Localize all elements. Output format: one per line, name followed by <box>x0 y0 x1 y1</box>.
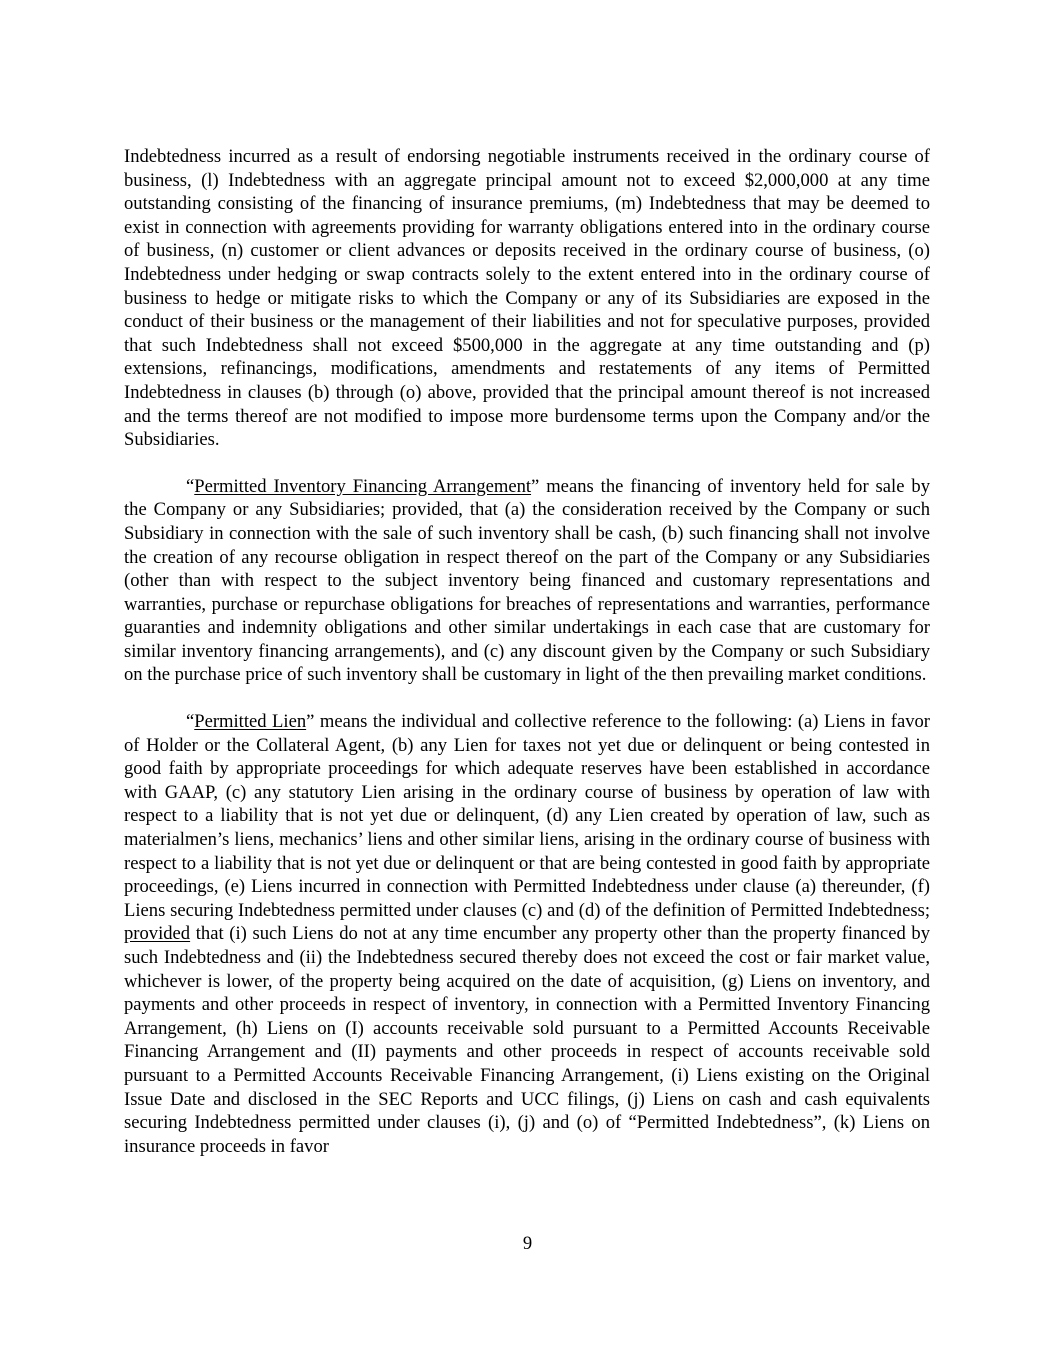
open-quote: “ <box>186 475 195 497</box>
paragraph-permitted-inventory-financing <box>124 475 930 687</box>
document-page <box>124 145 930 1181</box>
paragraph-text: Indebtedness incurred as a result of endorsing negotiable instruments received in the ordinary course of business, (l) Indebtedness with an aggregate principal amount not to exceed $2,000,000 at any time outstanding consisting of the financing of insurance premiums, (m) Indebtedness that may be deemed to exist in connection with agreements providing for warranty obligations entered into in the ordinary course of business, (n) customer or client advances or deposits received in the ordinary course of business, (o) Indebtedness under hedging or swap contracts solely to the extent entered into in the ordinary course of business to hedge or mitigate risks to which the Company or any of its Subsidiaries are exposed in the conduct of their business or the management of their liabilities and not for speculative purposes, provided that such Indebtedness shall not exceed $500,000 in the aggregate at any time outstanding and (p) extensions, refinancings, modifications, amendments and restatements of any items of Permitted Indebtedness in clauses (b) through (o) above, provided that the principal amount thereof is not increased and the terms thereof are not modified to impose more burdensome terms upon the Company and/or the Subsidiaries. <box>124 146 930 451</box>
paragraph-text: ” means the financing of inventory held for sale by the Company or any Subsidiaries; provided, that (a) the consideration received by the Company or such Subsidiary in connection with the sale of such inventory shall be cash, (b) such financing shall not involve the creation of any recourse obligation in respect thereof on the part of the Company or any Subsidiaries (other than with respect to the subject inventory being financed and customary representations and warranties, purchase or repurchase obligations for breaches of representations and warranties, performance guaranties and indemnity obligations and other similar undertakings in each case that are customary for similar inventory financing arrangements), and (c) any discount given by the Company or such Subsidiary on the purchase price of such inventory shall be customary in light of the then prevailing market conditions. <box>124 475 930 686</box>
provided-underlined: provided <box>124 923 191 945</box>
paragraph-text-before: ” means the individual and collective reference to the following: (a) Liens in favor of Holder or the Collateral Agent, (b) any Lien for taxes not yet due or delinquent or being contested in good faith by appropriate proceedings for which adequate reserves have been established in accordance with GAAP, (c) any statutory Lien arising in the ordinary course of business by operation of law with respect to a liability that is not yet due or delinquent, (d) any Lien created by operation of law, such as materialmen’s liens, mechanics’ liens and other similar liens, arising in the ordinary course of business with respect to a liability that is not yet due or delinquent or that are being contested in good faith by appropriate proceedings, (e) Liens incurred in connection with Permitted Indebtedness under clause (a) thereunder, (f) Liens securing Indebtedness permitted under clauses (c) and (d) of the definition of Permitted Indebtedness; <box>124 711 930 921</box>
defined-term-permitted-inventory-financing-arrangement: Permitted Inventory Financing Arrangement <box>194 475 532 497</box>
open-quote: “ <box>186 711 195 733</box>
paragraph-text-after: that (i) such Liens do not at any time encumber any property other than the property financed by such Indebtedness and (ii) the Indebtedness secured thereby does not exceed the cost or fair market value, whichever is lower, of the property being acquired on the date of acquisition, (g) Liens on inventory, and payments and other proceeds in respect of inventory, in connection with a Permitted Inventory Financing Arrangement, (h) Liens on (I) accounts receivable sold pursuant to a Permitted Accounts Receivable Financing Arrangement and (II) payments and other proceeds in respect of accounts receivable sold pursuant to a Permitted Accounts Receivable Financing Arrangement, (i) Liens existing on the Original Issue Date and disclosed in the SEC Reports and UCC filings, (j) Liens on cash and cash equivalents securing Indebtedness permitted under clauses (i), (j) and (o) of “Permitted Indebtedness”, (k) Liens on insurance proceeds in favor <box>124 923 930 1157</box>
paragraph-permitted-lien <box>124 710 930 1158</box>
defined-term-permitted-lien: Permitted Lien <box>194 711 307 733</box>
paragraph-indebtedness-continued <box>124 145 930 452</box>
page-number: 9 <box>522 1233 533 1254</box>
